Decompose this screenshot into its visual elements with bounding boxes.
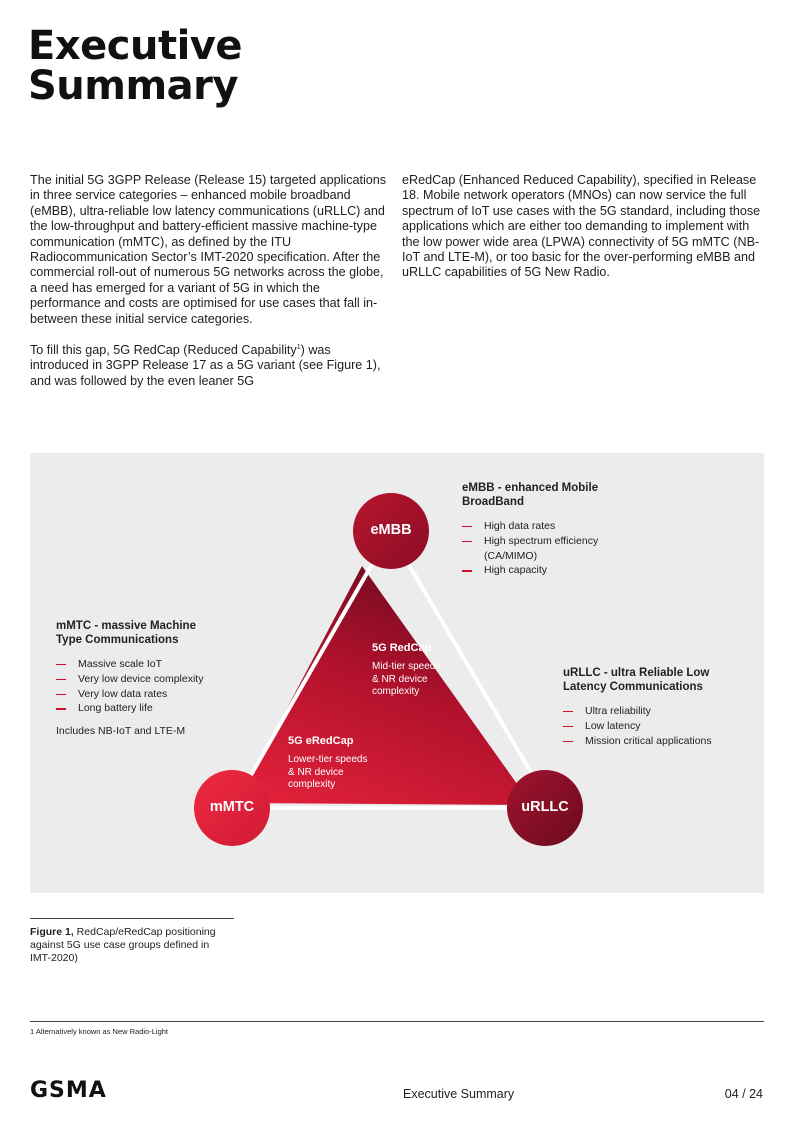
eredcap-desc-line: Lower-tier speeds	[288, 754, 368, 765]
body-paragraph: To fill this gap, 5G RedCap (Reduced Capability$^1$) was introduced in 3GPP Release 17 as a 5G variant (see Figure 1), and was followed by the even leaner 5G	[30, 343, 381, 388]
page-number: 04 / 24	[724, 1087, 763, 1101]
eredcap-desc-line: complexity	[288, 779, 336, 791]
mmtc-description	[56, 619, 256, 739]
body-left-column	[30, 173, 390, 405]
embb-description	[462, 481, 672, 578]
figure-1	[30, 453, 764, 893]
list-item: Mission critical applications	[563, 734, 753, 749]
list-item: High capacity	[462, 563, 624, 578]
redcap-label	[372, 642, 440, 699]
urllc-list	[563, 704, 753, 748]
embb-heading: eMBB - enhanced Mobile BroadBand	[462, 482, 599, 508]
urllc-description	[563, 666, 753, 748]
footnote-divider	[30, 1021, 764, 1022]
mmtc-list	[56, 657, 256, 716]
list-item: Massive scale IoT	[56, 657, 256, 672]
figure-caption	[30, 926, 230, 965]
footnote-ref[interactable]: 1	[296, 343, 301, 351]
mmtc-heading: mMTC - massive Machine Type Communications	[56, 620, 196, 646]
redcap-desc-line: & NR device	[372, 673, 428, 685]
footnote-text: Alternatively known as New Radio-Light	[34, 1027, 168, 1036]
list-item: Very low data rates	[56, 687, 256, 702]
redcap-desc-line: Mid-tier speeds	[372, 661, 441, 672]
eredcap-label	[288, 735, 367, 792]
footnote	[30, 1027, 168, 1036]
footnote-number: 1	[30, 1027, 35, 1036]
mmtc-note: Includes NB-IoT and LTE-M	[56, 725, 186, 738]
page-title-line1: Executive	[28, 23, 242, 69]
body-paragraph: eRedCap (Enhanced Reduced Capability), specified in Release 18. Mobile network operators (MNOs) can now service the full spectrum of IoT use cases with the 5G standard, including those applications which are either too demanding to implement with the low power wide area (LPWA) connectivity of 5G mMTC (NB-IoT and LTE-M), or too basic for the over-performing eMBB and uRLLC capabilities of 5G New Radio.	[402, 173, 761, 280]
list-item: High spectrum efficiency (CA/MIMO)	[462, 534, 624, 564]
redcap-desc-line: complexity	[372, 686, 420, 698]
embb-list	[462, 519, 672, 578]
list-item: Long battery life	[56, 701, 256, 716]
body-paragraph: The initial 5G 3GPP Release (Release 15) targeted applications in three service categories – enhanced mobile broadband (eMBB), ultra-reliable low latency communications (uRLLC) and the low-throughput and battery-efficient massive machine-type communication (mMTC), as defined by the ITU Radiocommunication Sector’s IMT-2020 specification. After the commercial roll-out of numerous 5G networks across the globe, a need has emerged for a variant of 5G in which the performance and costs are optimised for use cases that fall in-between these initial service categories.	[30, 173, 387, 326]
eredcap-title: 5G eRedCap	[288, 735, 354, 747]
page-title-line2: Summary	[28, 63, 238, 109]
gsma-logo[interactable]: GSMA	[30, 1078, 107, 1103]
list-item: Ultra reliability	[563, 704, 753, 719]
footer-section-title: Executive Summary	[403, 1087, 515, 1101]
redcap-title: 5G RedCap	[372, 642, 432, 654]
urllc-node-label: uRLLC	[521, 799, 569, 815]
embb-node-label: eMBB	[370, 522, 412, 538]
list-item: Low latency	[563, 719, 753, 734]
mmtc-node-label: mMTC	[209, 799, 255, 815]
caption-divider	[30, 918, 234, 919]
list-item: Very low device complexity	[56, 672, 256, 687]
page-title	[28, 23, 242, 109]
eredcap-desc-line: & NR device	[288, 766, 344, 778]
caption-label: Figure 1,	[30, 926, 74, 938]
body-right-column	[402, 173, 762, 297]
urllc-heading: uRLLC - ultra Reliable Low Latency Communications	[563, 667, 710, 693]
list-item: High data rates	[462, 519, 624, 534]
caption-text: RedCap/eRedCap positioning against 5G use case groups defined in IMT-2020)	[30, 926, 216, 964]
